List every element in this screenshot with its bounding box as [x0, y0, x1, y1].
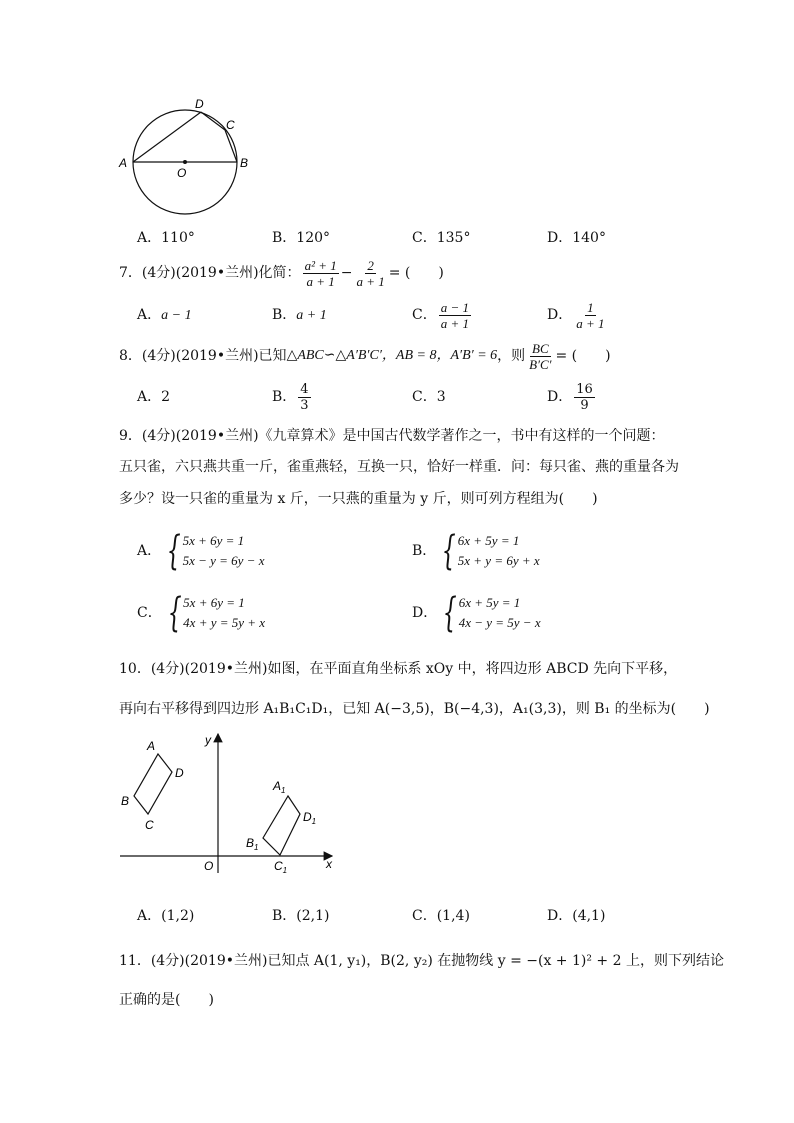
q9-line3: 多少？设一只雀的重量为 x 斤，一只燕的重量为 y 斤，则可列方程组为( ) — [119, 491, 598, 507]
q8-option-a[interactable]: A．2 — [137, 389, 171, 405]
center-dot — [183, 160, 187, 164]
quad-a1b1c1d1 — [263, 796, 300, 855]
q8-frac: $\frac{BC}{B'C'}$ — [529, 340, 552, 372]
q7-option-a[interactable]: A．a − 1 — [137, 307, 192, 323]
label-b: B — [121, 794, 130, 808]
q9-option-d[interactable]: D． { 6x + 5y = 1 4x − y = 5y − x — [412, 590, 541, 636]
chord-ad — [133, 112, 201, 162]
q6-circle-figure — [112, 92, 262, 224]
q6-option-d[interactable]: D．140° — [547, 230, 606, 246]
q11-line1: 11．(4分)(2019•兰州)已知点 A(1, y₁)，B(2, y₂) 在抛物线 y = −(x + 1)² + 2 上，则下列结论 — [119, 953, 724, 969]
label-a1: $A_1$ — [273, 779, 286, 795]
q10-option-a[interactable]: A．(1,2) — [137, 908, 195, 924]
chord-dc — [201, 112, 225, 130]
label-c: C — [145, 818, 154, 832]
q7-option-c[interactable]: C． $\frac{a - 1}{a + 1}$ — [412, 299, 469, 331]
q10-option-c[interactable]: C．(1,4) — [412, 908, 470, 924]
quad-abcd — [134, 754, 172, 814]
q10-line2: 再向右平移得到四边形 A₁B₁C₁D₁，已知 A(−3,5)，B(−4,3)，A₁(3,3)，则 B₁ 的坐标为( ) — [119, 701, 710, 717]
q9-line2: 五只雀，六只燕共重一斤，雀重燕轻，互换一只，恰好一样重．问：每只雀、燕的重量各为 — [119, 459, 679, 475]
label-o: O — [177, 166, 187, 180]
q9-option-c[interactable]: C． { 5x + 6y = 1 4x + y = 5y + x — [137, 590, 266, 636]
q8-option-d[interactable]: D． $\frac{16}{9}$ — [547, 381, 593, 413]
axis-label-x: x — [326, 857, 332, 871]
label-c: C — [226, 118, 235, 132]
q10-option-d[interactable]: D．(4,1) — [547, 908, 606, 924]
q9-option-b[interactable]: B． { 6x + 5y = 1 5x + y = 6y + x — [412, 528, 540, 574]
label-d: D — [175, 766, 184, 780]
q8-option-c[interactable]: C．3 — [412, 389, 446, 405]
q10-option-b[interactable]: B．(2,1) — [272, 908, 330, 924]
q6-option-c[interactable]: C．135° — [412, 230, 471, 246]
label-a: A — [119, 156, 128, 170]
q7-frac2: $\frac{2}{a + 1}$ — [356, 257, 385, 289]
axis-label-y: y — [205, 733, 211, 747]
q6-option-b[interactable]: B．120° — [272, 230, 331, 246]
label-d: D — [195, 97, 204, 111]
q10-coordinate-figure — [112, 728, 342, 878]
q9-option-a[interactable]: A． { 5x + 6y = 1 5x − y = 6y − x — [137, 528, 265, 574]
q7-stem: 7．(4分)(2019•兰州)化简： $\frac{\text{a² + 1}}{a + 1}$ − $\frac{2}{a + 1}$ = ( ) — [119, 257, 444, 289]
q10-line1: 10．(4分)(2019•兰州)如图，在平面直角坐标系 xOy 中，将四边形 ABCD 先向下平移， — [119, 661, 678, 677]
label-a: A — [147, 739, 156, 753]
q7-frac1: $\frac{\text{a² + 1}}{a + 1}$ — [304, 257, 337, 289]
q7-option-d[interactable]: D． $\frac{1}{a + 1}$ — [547, 299, 605, 331]
label-d1: $D_1$ — [303, 810, 317, 826]
q9-line1: 9．(4分)(2019•兰州)《九章算术》是中国古代数学著作之一，书中有这样的一个问题： — [119, 428, 665, 444]
q11-line2: 正确的是( ) — [119, 992, 214, 1008]
q6-option-a[interactable]: A．110° — [137, 230, 195, 246]
q8-stem: 8．(4分)(2019•兰州)已知 △ABC∽△A′B′C′ ，AB = 8 ，A′B′ = 6 ，则 $\frac{BC}{B'C'}$ = ( ) — [119, 340, 611, 372]
label-b: B — [240, 156, 249, 170]
q7-option-b[interactable]: B．a + 1 — [272, 307, 327, 323]
chord-cb — [225, 130, 237, 162]
label-b1: $B_1$ — [246, 836, 259, 852]
q8-option-b[interactable]: B． $\frac{4}{3}$ — [272, 381, 309, 413]
origin-label: O — [204, 859, 214, 873]
label-c1: $C_1$ — [274, 859, 288, 875]
